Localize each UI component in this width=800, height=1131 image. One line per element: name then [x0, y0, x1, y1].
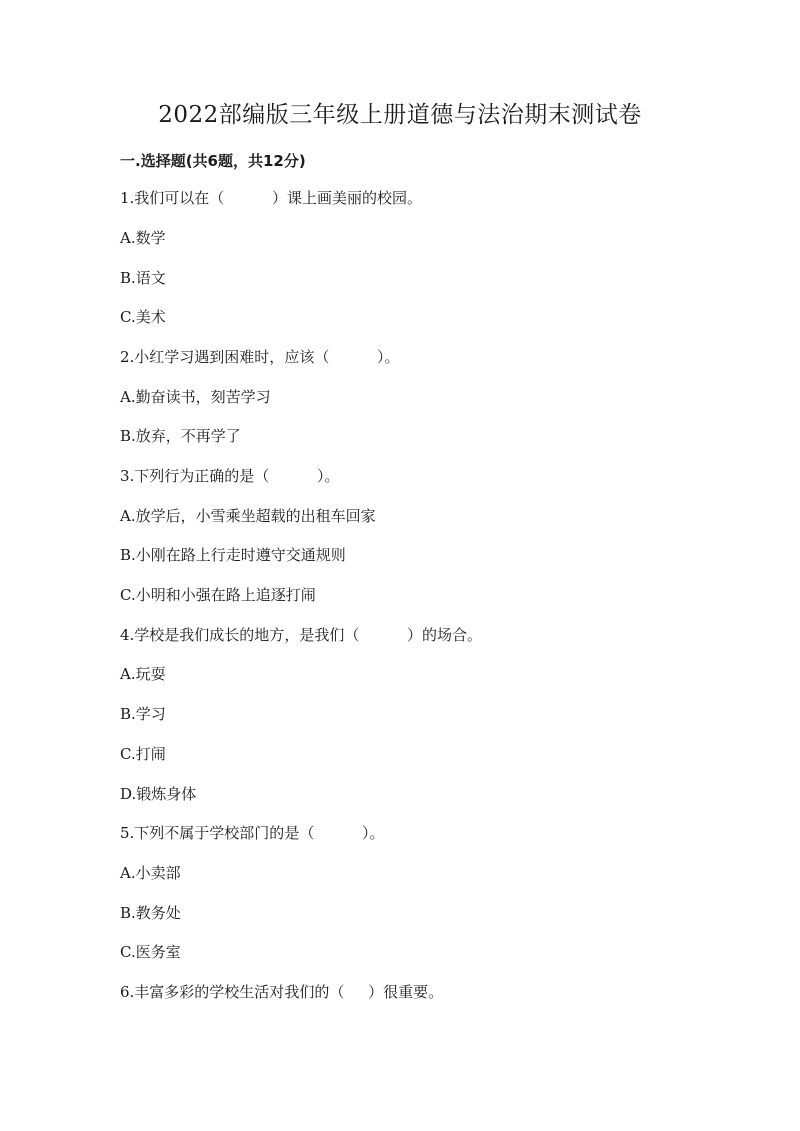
question-3-option-c: C.小明和小强在路上追逐打闹 — [120, 586, 316, 604]
question-3-option-a: A.放学后，小雪乘坐超载的出租车回家 — [120, 507, 376, 525]
question-5-option-b: B.教务处 — [120, 904, 181, 922]
question-4-stem: 4.学校是我们成长的地方，是我们（ ）的场合。 — [120, 626, 482, 644]
question-1-option-b: B.语文 — [120, 269, 166, 287]
question-6-stem: 6.丰富多彩的学校生活对我们的（ ）很重要。 — [120, 983, 444, 1001]
question-5-option-c: C.医务室 — [120, 943, 181, 961]
question-2-stem: 2.小红学习遇到困难时，应该（ ）。 — [120, 348, 400, 366]
question-5-stem: 5.下列不属于学校部门的是（ ）。 — [120, 824, 385, 842]
question-3-option-b: B.小刚在路上行走时遵守交通规则 — [120, 546, 346, 564]
question-4-option-a: A.玩耍 — [120, 665, 166, 683]
question-4-option-d: D.锻炼身体 — [120, 785, 197, 803]
question-1-option-c: C.美术 — [120, 308, 166, 326]
question-5-option-a: A.小卖部 — [120, 864, 181, 882]
question-3-stem: 3.下列行为正确的是（ ）。 — [120, 467, 340, 485]
section-heading: 一.选择题(共6题，共12分) — [120, 152, 306, 170]
question-4-option-c: C.打闹 — [120, 745, 166, 763]
question-1-stem: 1.我们可以在（ ）课上画美丽的校园。 — [120, 189, 422, 207]
question-2-option-b: B.放弃，不再学了 — [120, 427, 241, 445]
question-2-option-a: A.勤奋读书，刻苦学习 — [120, 388, 271, 406]
question-4-option-b: B.学习 — [120, 705, 166, 723]
question-1-option-a: A.数学 — [120, 229, 166, 247]
page-title: 2022部编版三年级上册道德与法治期末测试卷 — [158, 102, 642, 128]
